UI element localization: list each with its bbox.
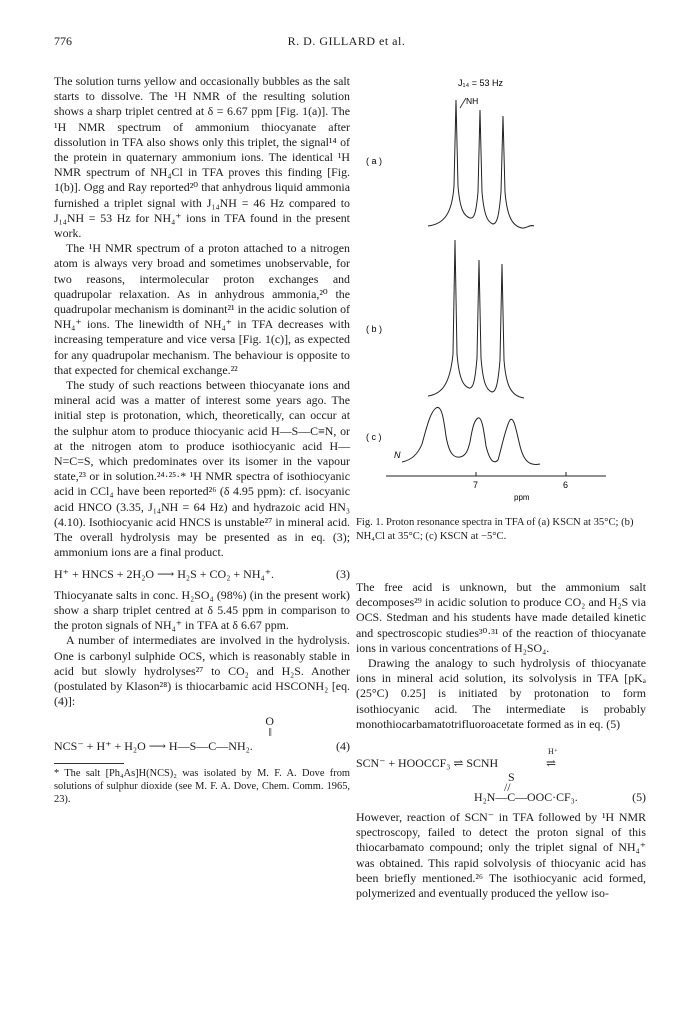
- panel-a-label: ( a ): [366, 156, 383, 166]
- panel-c-label: ( c ): [366, 432, 382, 442]
- page-number: 776: [54, 34, 72, 48]
- equation-4: [54, 715, 350, 754]
- spectrum-b-trace: [428, 240, 524, 398]
- right-column: [356, 580, 646, 901]
- tick-label-6: 6: [563, 480, 569, 490]
- equation-5-sulphur: S: [508, 770, 515, 785]
- spectrum-c-trace: [402, 407, 540, 464]
- paragraph-intermediates: A number of intermediates are involved in the hydrolysis. One is carbonyl sulphide OCS, which is reasonably stable in acid but slowly hydrolyses²⁷ to CO₂ and H₂S. Another (postulated by Klason²⁸) is thiocarbamic acid HSCONH₂ [eq. (4)]:: [54, 633, 350, 709]
- coupling-constant-label: J₁₄ = 53 Hz: [458, 78, 503, 88]
- equation-5-equilibrium-arrow: ⇌: [546, 756, 556, 771]
- equation-5: [356, 740, 646, 804]
- equation-5-product: H₂N—C—OOC·CF₃.: [474, 790, 578, 805]
- paragraph-intro: The solution turns yellow and occasionally bubbles as the salt starts to dissolve. The ¹H NMR of the resulting solution shows a sharp triplet centred at δ = 6.67 ppm [Fig. 1(a)]. The ¹H NMR spectrum of ammonium thiocyanate after dissolution in TFA also shows only this triplet, the signal¹⁴ of the protein in quaternary ammonium ions. The identical ¹H NMR spectrum of NH₄Cl in TFA proves this finding [Fig. 1(b)]. Ogg and Ray reported²⁰ that anhydrous liquid ammonia furnished a triplet signal with J₁₄NH = 46 Hz compared to J₁₄NH = 53 Hz for NH₄⁺ ions in TFA found in the present work.: [54, 74, 350, 241]
- paragraph-sulphuric-acid: Thiocyanate salts in conc. H₂SO₄ (98%) (in the present work) show a sharp triplet centred at δ 5.45 ppm in comparison to the proton signals of NH₄⁺ in TFA at δ 6.67 ppm.: [54, 587, 350, 633]
- nh-label: NH: [466, 96, 479, 106]
- axis-unit-label: ppm: [514, 493, 530, 502]
- equation-3: [54, 567, 350, 582]
- equation-4-number: (4): [336, 739, 350, 754]
- equation-5-double-bond: //: [504, 780, 511, 795]
- nmr-figure: [356, 74, 646, 504]
- left-column: [54, 74, 350, 806]
- equation-3-number: (3): [336, 566, 350, 581]
- tick-label-7: 7: [473, 480, 479, 490]
- equation-4-double-bond: ‖: [268, 725, 272, 740]
- footnote-rule: [54, 763, 124, 764]
- footnote: * The salt [Ph₄As]H(NCS)₂ was isolated by M. F. A. Dove from solutions of sulphur dioxide (see M. F. A. Dove, Chem. Comm. 1965, 23).: [54, 767, 350, 805]
- panel-b-label: ( b ): [366, 324, 383, 334]
- panel-c-marker: N: [394, 450, 401, 460]
- equation-5-number: (5): [632, 790, 646, 805]
- paragraph-solvolysis: Drawing the analogy to such hydrolysis of thiocyanate ions in mineral acid solution, its solvolysis in TFA [pKₐ (25°C) 0.25] is initiated by protonation to form isothiocyanic acid. The intermediate is probably monothiocarbamatotrifluoroacetate formed as in eq. (5): [356, 656, 646, 731]
- equation-4-oxygen: O: [265, 714, 274, 729]
- nmr-spectra-svg: [356, 74, 646, 504]
- paragraph-nmr-broadening: The ¹H NMR spectrum of a proton attached to a nitrogen atom is always very broad and sometimes unobservable, for two reasons, intermolecular proton exchanges and quadrupolar relaxation. As in anhydrous ammonia,²⁰ the quadrupolar mechanism is dominant²¹ in the acidic solution of NH₄⁺ ions. The linewidth of NH₄⁺ in TFA decreases with increasing temperature and vice versa [Fig. 1(c)], as expected for any quadrupolar mechanism. The behaviour is opposite to that expected for chemical exchange.²²: [54, 241, 350, 377]
- equation-5-catalyst: H⁺: [548, 747, 558, 757]
- paragraph-thiocyanate-reactions: The study of such reactions between thiocyanate ions and mineral acid was a matter of interest some years ago. The initial step is protonation, which, theoretically, can occur at the sulphur atom to produce thiocyanic acid H—S—C≡N, or at the nitrogen atom to produce isothiocyanic acid H—N=C=S, which predominates over its isomer in the vapour state,²³ or in solution.²⁴·²⁵·* ¹H NMR spectra of isothiocyanic acid in CCl₄ have been reported²⁶ (δ 4.95 ppm): cf. isocyanic acid HNCO (3.35, J₁₄NH = 64 Hz) and hydrazoic acid HN₃ (4.10). Isothiocyanic acid HNCS is unstable²⁷ in mineral acid. The overall hydrolysis may be presented as in eq. (3); ammonium ions are a final product.: [54, 378, 350, 560]
- paragraph-reaction-followup: However, reaction of SCN⁻ in TFA followed by ¹H NMR spectroscopy, failed to detect the proton signal of this thiocarbamato compound; only the triplet signal of NH₄⁺ was obtained. This rapid solvolysis of thiocyanic acid has been briefly mentioned.²⁶ The isothiocyanic acid formed, polymerized and eventually produced the yellow iso-: [356, 810, 646, 901]
- equation-4-body: NCS⁻ + H⁺ + H₂O ⟶ H—S—C—NH₂.: [54, 739, 253, 754]
- equation-5-left: SCN⁻ + HOOCCF₃ ⇌ SCNH: [356, 756, 499, 771]
- equation-3-body: H⁺ + HNCS + 2H₂O ⟶ H₂S + CO₂ + NH₄⁺.: [54, 566, 275, 581]
- spectrum-a-trace: [428, 100, 534, 228]
- figure-caption: Fig. 1. Proton resonance spectra in TFA of (a) KSCN at 35°C; (b) NH₄Cl at 35°C; (c) KSCN at −5°C.: [356, 517, 634, 542]
- running-head: R. D. GILLARD et al.: [287, 34, 406, 48]
- paragraph-free-acid: The free acid is unknown, but the ammonium salt decomposes²⁹ in acidic solution to produce CO₂ and H₂S via OCS. Stedman and his students have made detailed kinetic and spectroscopic studies³⁰·³¹ of the reaction of thiocyanate ions in various concentrations of H₂SO₄.: [356, 580, 646, 655]
